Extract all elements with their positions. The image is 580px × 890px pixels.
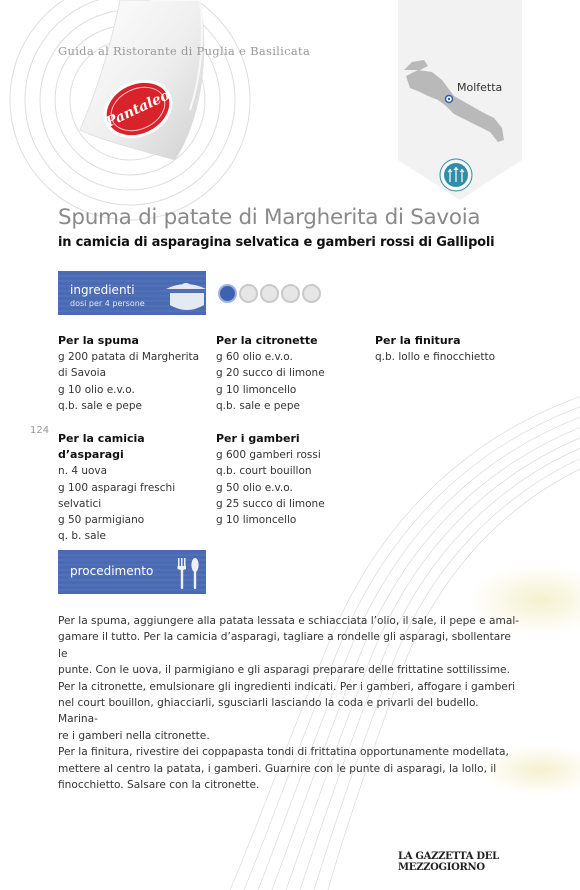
procedure-band (58, 550, 206, 594)
ingredient-line: q.b. sale e pepe (216, 399, 301, 412)
ingredient-group-heading: Per la finitura (375, 334, 461, 347)
difficulty-rating (218, 284, 321, 304)
ingredient-line: g 10 limoncello (216, 514, 297, 527)
procedure-line: gamare il tutto. Per la camicia d’asparagi, tagliare a rondelle gli asparagi, sbollentare le (58, 631, 511, 660)
procedure-line: nel court bouillon, ghiacciarli, sgusciarli lasciando la coda e privarli del budello. Marina- (58, 697, 479, 726)
ingredient-line: n. 4 uova (58, 465, 108, 478)
ingredients-band (58, 271, 206, 315)
ingredient-group (58, 333, 208, 414)
cutlery-icon (178, 558, 199, 589)
ingredient-group (58, 431, 208, 544)
ingredient-group (216, 333, 366, 414)
ingredient-line: q.b. court bouillon (216, 465, 312, 478)
procedure-line: Per la spuma, aggiungere alla patata lessata e schiacciata l’olio, il sale, il pepe e amal- (58, 615, 520, 627)
procedure-line: re i gamberi nella citronette. (58, 729, 210, 742)
procedure-line: punte. Con le uova, il parmigiano e gli asparagi preparare delle frittatine sottilissime. (58, 664, 510, 677)
pantaleo-logo (100, 75, 176, 143)
ingredient-line: g 50 olio e.v.o. (216, 481, 293, 494)
recipe-subtitle: in camicia di asparagina selvatica e gamberi rossi di Gallipoli (58, 235, 495, 250)
difficulty-dot (239, 284, 258, 303)
wheat-badge-icon (440, 159, 472, 191)
ingredient-group-heading: Per la spuma (58, 334, 139, 347)
ingredient-line: di Savoia (58, 367, 107, 380)
procedure-label: procedimento (70, 564, 154, 578)
ingredient-group (216, 431, 366, 528)
ingredients-label: ingredienti (70, 283, 135, 297)
ingredient-line: g 60 olio e.v.o. (216, 351, 293, 364)
ingredient-line: g 600 gamberi rossi (216, 449, 321, 462)
recipe-title: Spuma di patate di Margherita di Savoia (58, 205, 481, 230)
procedure-line: Per la finitura, rivestire dei coppapasta tondi di frittatina opportunamente modellata, (58, 746, 509, 759)
ingredient-line: g 20 succo di limone (216, 367, 325, 380)
difficulty-dot (302, 284, 321, 303)
ingredient-line: q.b. lollo e finocchietto (375, 351, 496, 364)
difficulty-dot (260, 284, 279, 303)
ingredient-line: q. b. sale (58, 530, 106, 543)
ingredient-line: g 50 parmigiano (58, 514, 145, 527)
ingredient-line: g 10 limoncello (216, 383, 297, 396)
ingredient-line: q.b. sale e pepe (58, 399, 143, 412)
pantaleo-logo-text: Pantaleo (103, 87, 173, 131)
difficulty-dot (281, 284, 300, 303)
ingredient-group-heading: Per i gamberi (216, 432, 300, 445)
procedure-line: finocchietto. Salsare con la citronette. (58, 779, 260, 792)
ingredient-line: selvatici (58, 497, 102, 510)
newspaper-logo: LA GAZZETTA DEL MEZZOGIORNO (398, 851, 499, 873)
map-city-label: Molfetta (457, 81, 503, 94)
guide-title: Guida al Ristorante di Puglia e Basilicata (58, 44, 311, 58)
ingredient-line: g 100 asparagi freschi (58, 481, 176, 494)
ingredient-group-heading: Per la citronette (216, 334, 318, 347)
page-number: 124 (30, 425, 50, 436)
map-panel (398, 0, 522, 200)
ingredients-sublabel: dosi per 4 persone (70, 299, 145, 308)
difficulty-dot (218, 284, 237, 303)
ingredient-line: g 10 olio e.v.o. (58, 383, 135, 396)
ingredient-line: g 25 succo di limone (216, 497, 325, 510)
procedure-text (58, 613, 520, 793)
procedure-line: Per la citronette, emulsionare gli ingredienti indicati. Per i gamberi, affogare i gamberi (58, 680, 516, 693)
procedure-line: mettere al centro la patata, i gamberi. Guarnire con le punte di asparagi, la lollo, il (58, 762, 497, 775)
ingredient-group-heading: Per la camicia d’asparagi (58, 432, 145, 462)
ingredient-line: g 200 patata di Margherita (58, 351, 200, 364)
pot-icon (166, 283, 206, 310)
ingredient-group (375, 333, 525, 365)
